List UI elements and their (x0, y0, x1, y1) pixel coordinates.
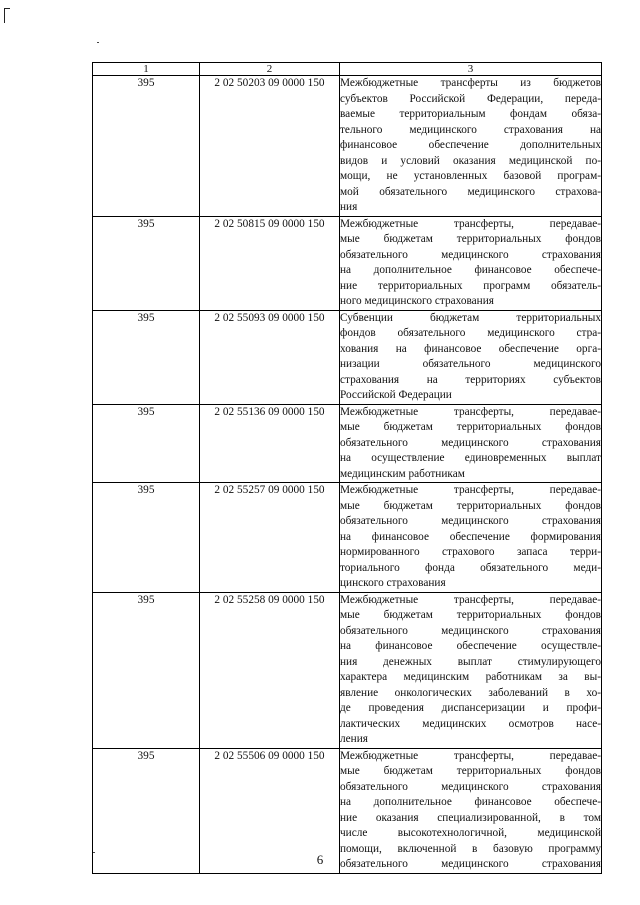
description-line: числе высокотехнологичной, медицинской (340, 827, 601, 839)
description-line: явление онкологических заболеваний в хо- (340, 686, 601, 699)
table-body (93, 76, 602, 874)
description-cell (340, 216, 602, 310)
description-line: низации обязательного медицинского (340, 358, 601, 370)
description-line: цинского страхования (340, 577, 446, 589)
description-line: ние оказания специализированной, в том (340, 811, 601, 824)
budget-code-cell: 2 02 50815 09 0000 150 (200, 216, 340, 310)
description-line: мой обязательного медицинского страхова- (340, 185, 601, 198)
scan-speck (97, 42, 99, 43)
budget-code-cell: 2 02 55093 09 0000 150 (200, 310, 340, 404)
description-cell (340, 404, 602, 483)
table-row (93, 592, 602, 748)
column-header-3: 3 (340, 63, 602, 76)
admin-code-cell: 395 (93, 76, 200, 217)
description-line: нормированного страхового запаса терри- (340, 546, 601, 558)
description-line: ного медицинского страхования (340, 295, 494, 307)
description-line: помощи, включенной в базовую программу (340, 842, 601, 855)
description-line: обязательного медицинского страхования (340, 780, 601, 793)
admin-code-cell: 395 (93, 483, 200, 593)
budget-code-cell: 2 02 55136 09 0000 150 (200, 404, 340, 483)
description-line: на осуществление единовременных выплат (340, 452, 601, 464)
description-line: Межбюджетные трансферты, передавае- (340, 484, 601, 496)
table-row (93, 216, 602, 310)
description-line: страхования на территориях субъектов (340, 373, 601, 386)
description-line: ториального фонда обязательного меди- (340, 561, 601, 574)
admin-code-cell: 395 (93, 310, 200, 404)
description-line: Субвенции бюджетам территориальных (340, 311, 601, 324)
table-row (93, 310, 602, 404)
description-cell (340, 76, 602, 217)
description-line: мые бюджетам территориальных фондов (340, 609, 601, 621)
transfers-table (92, 62, 602, 874)
description-line: мощи, не установленных базовой програм- (340, 170, 601, 182)
description-line: видов и условий оказания медицинской по- (340, 154, 601, 167)
description-line: на финансовое обеспечение осуществле- (340, 640, 601, 652)
description-line: мые бюджетам территориальных фондов (340, 499, 601, 512)
description-line: мые бюджетам территориальных фондов (340, 421, 601, 433)
description-line: мые бюджетам территориальных фондов (340, 233, 601, 245)
description-line: обязательного медицинского страхования (340, 248, 601, 261)
admin-code-cell: 395 (93, 216, 200, 310)
table-row (93, 404, 602, 483)
table-row (93, 483, 602, 593)
description-line: обязательного медицинского страхования (340, 515, 601, 527)
description-line: мые бюджетам территориальных фондов (340, 765, 601, 777)
budget-code-cell: 2 02 55257 09 0000 150 (200, 483, 340, 593)
description-line: лактических медицинских осмотров насе- (340, 717, 601, 730)
description-line: обязательного медицинского страхования (340, 436, 601, 449)
description-line: финансовое обеспечение дополнительных (340, 139, 601, 151)
table-header-row (93, 63, 602, 76)
description-line: ния (340, 201, 358, 213)
budget-code-cell: 2 02 55258 09 0000 150 (200, 592, 340, 748)
scan-corner-mark (4, 8, 10, 23)
description-line: медицинским работникам (340, 467, 465, 480)
description-line: обязательного медицинского страхования (340, 624, 601, 637)
admin-code-cell: 395 (93, 592, 200, 748)
description-line: ваемые территориальным фондам обяза- (340, 108, 601, 120)
description-line: ния денежных выплат стимулирующего (340, 655, 601, 668)
table-row (93, 76, 602, 217)
description-line: Межбюджетные трансферты, передавае- (340, 217, 601, 230)
description-line: ления (340, 733, 368, 745)
description-line: тельного медицинского страхования на (340, 123, 601, 136)
description-cell (340, 310, 602, 404)
description-line: характера медицинским работникам за вы- (340, 671, 601, 683)
column-header-2: 2 (200, 63, 340, 76)
budget-code-cell: 2 02 55506 09 0000 150 (200, 748, 340, 873)
description-line: фондов обязательного медицинского стра- (340, 327, 601, 339)
description-line: де проведения диспансеризации и профи- (340, 702, 601, 714)
description-line: на дополнительное финансовое обеспече- (340, 796, 601, 808)
description-line: Межбюджетные трансферты из бюджетов (340, 77, 601, 89)
description-line: Межбюджетные трансферты, передавае- (340, 749, 601, 762)
description-line: Российской Федерации (340, 389, 452, 401)
description-line: Межбюджетные трансферты, передавае- (340, 593, 601, 606)
description-line: обязательного медицинского страхования (340, 858, 601, 870)
budget-code-cell: 2 02 50203 09 0000 150 (200, 76, 340, 217)
description-cell (340, 483, 602, 593)
description-line: Межбюджетные трансферты, передавае- (340, 405, 601, 418)
description-line: на финансовое обеспечение формирования (340, 530, 601, 543)
description-line: хования на финансовое обеспечение орга- (340, 342, 601, 355)
page-number: 6 (316, 852, 324, 867)
admin-code-cell: 395 (93, 404, 200, 483)
description-line: ние территориальных программ обязатель- (340, 279, 601, 292)
description-line: субъектов Российской Федерации, переда- (340, 92, 601, 105)
column-header-1: 1 (93, 63, 200, 76)
description-line: на дополнительное финансовое обеспече- (340, 264, 601, 276)
description-cell (340, 592, 602, 748)
admin-code-cell: 395 (93, 748, 200, 873)
